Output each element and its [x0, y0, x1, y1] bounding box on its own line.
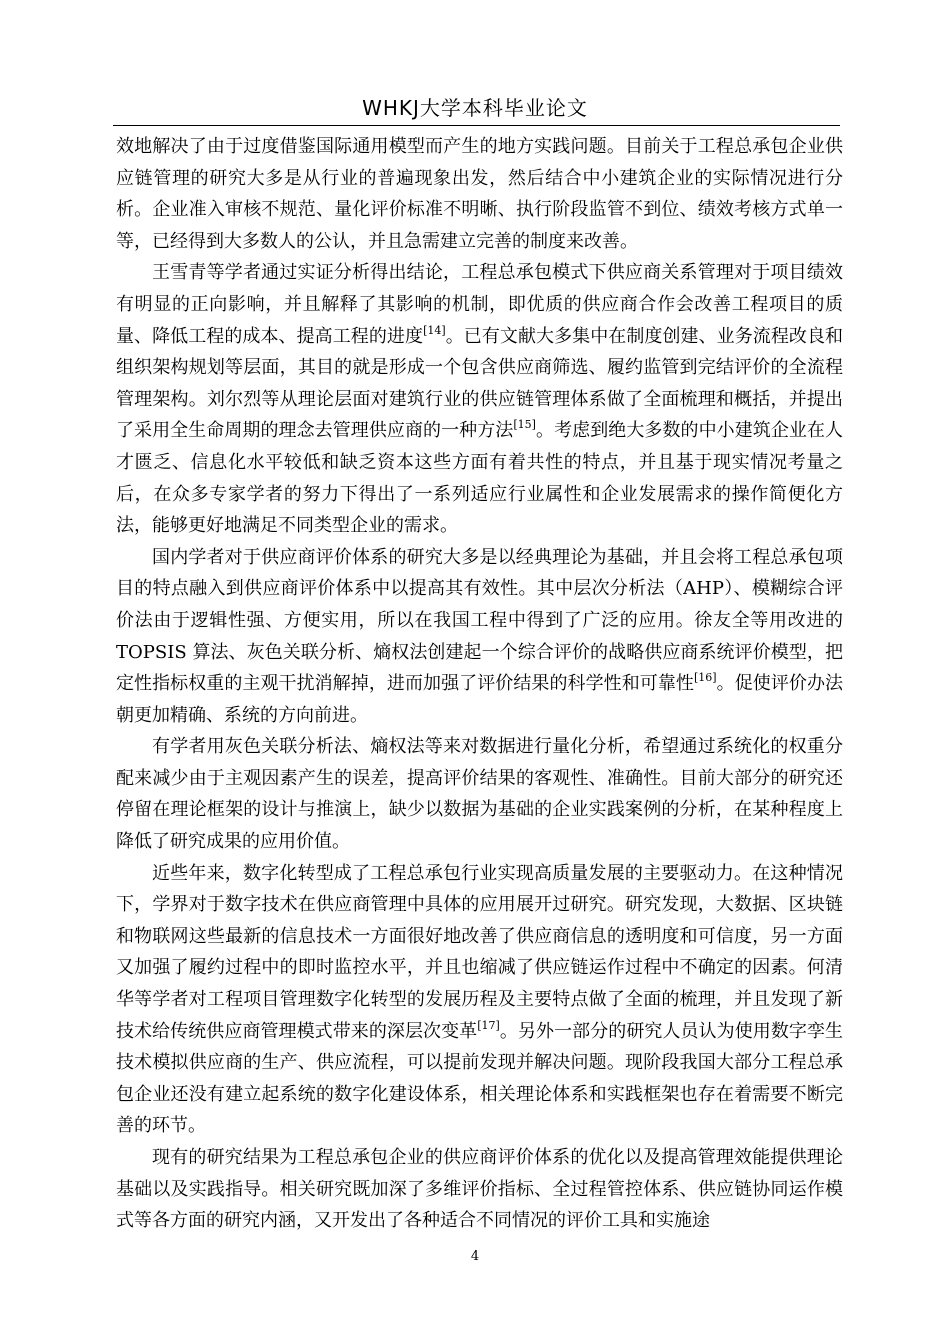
paragraph: [116, 542, 843, 732]
text-run: 效地解决了由于过度借鉴国际通用模型而产生的地方实践问题。目前关于工程总承包企业供应链管理的研究大多是从行业的普遍现象出发，然后结合中小建筑企业的实际情况进行分析。企业准入审核不规范、量化评价标准不明晰、执行阶段监管不到位、绩效考核方式单一等，已经得到大多数人的公认，并且急需建立完善的制度来改善。: [116, 136, 843, 252]
text-run: 。另外一部分的研究人员认为使用数字孪生技术模拟供应商的生产、供应流程，可以提前发现并解决问题。现阶段我国大部分工程总承包企业还没有建立起系统的数字化建设体系，相关理论体系和实践框架也存在着需要不断完善的环节。: [116, 1020, 843, 1137]
text-run: 王雪青等学者通过实证分析得出结论，工程总承包模式下供应商关系管理对于项目绩效有明显的正向影响，并且解释了其影响的机制，即优质的供应商合作会改善工程项目的质量、降低工程的成本、提高工程的进度: [116, 262, 843, 347]
citation-ref: [15]: [513, 418, 536, 432]
paragraph: [116, 1142, 843, 1237]
text-run: 有学者用灰色关联分析法、熵权法等来对数据进行量化分析，希望通过系统化的权重分配来减少由于主观因素产生的误差，提高评价结果的客观性、准确性。目前大部分的研究还停留在理论框架的设计与推演上，缺少以数据为基础的企业实践案例的分析，在某种程度上降低了研究成果的应用价值。: [116, 736, 843, 853]
page-number: 4: [470, 1249, 480, 1264]
body-text: [116, 131, 843, 1237]
citation-ref: [16]: [693, 671, 717, 685]
running-header: WHKJ大学本科毕业论文: [362, 96, 588, 120]
text-run: 现有的研究结果为工程总承包企业的供应商评价体系的优化以及提高管理效能提供理论基础以及实践指导。相关研究既加深了多维评价指标、全过程管控体系、供应链协同运作模式等各方面的研究内涵，又开发出了各种适合不同情况的评价工具和实施途: [116, 1147, 843, 1232]
citation-ref: [17]: [477, 1018, 500, 1032]
text-run: 。已有文献大多集中在制度创建、业务流程改良和组织架构规划等层面，其目的就是形成一个包含供应商筛选、履约监管到完结评价的全流程管理架构。刘尔烈等从理论层面对建筑行业的供应链管理体系做了全面梳理和概括，并提出了采用全生命周期的理念去管理供应商的一种方法: [116, 325, 844, 442]
text-run: 。促使评价办法朝更加精确、系统的方向前进。: [116, 673, 844, 726]
paragraph: [116, 257, 843, 541]
paragraph: [116, 731, 843, 857]
citation-ref: [14]: [423, 323, 446, 337]
paragraph: [116, 131, 843, 257]
paragraph: [116, 858, 843, 1142]
text-run: 。考虑到绝大多数的中小建筑企业在人才匮乏、信息化水平较低和缺乏资本这些方面有着共性的特点，并且基于现实情况考量之后，在众多专家学者的努力下得出了一系列适应行业属性和企业发展需求的操作简便化方法，能够更好地满足不同类型企业的需求。: [116, 420, 844, 537]
text-run: 国内学者对于供应商评价体系的研究大多是以经典理论为基础，并且会将工程总承包项目的特点融入到供应商评价体系中以提高其有效性。其中层次分析法（AHP）、模糊综合评价法由于逻辑性强、方便实用，所以在我国工程中得到了广泛的应用。徐友全等用改进的 TOPSIS 算法、灰色关联分析、熵权法创建起一个综合评价的战略供应商系统评价模型，把定性指标权重的主观干扰消解掉，进而加强了评价结果的科学性和可靠性: [116, 546, 843, 695]
text-run: 近些年来，数字化转型成了工程总承包行业实现高质量发展的主要驱动力。在这种情况下，学界对于数字技术在供应商管理中具体的应用展开过研究。研究发现，大数据、区块链和物联网这些最新的信息技术一方面很好地改善了供应商信息的透明度和可信度，另一方面又加强了履约过程中的即时监控水平，并且也缩减了供应链运作过程中不确定的因素。何清华等学者对工程项目管理数字化转型的发展历程及主要特点做了全面的梳理，并且发现了新技术给传统供应商管理模式带来的深层次变革: [116, 862, 843, 1042]
header-rule: [113, 125, 840, 126]
